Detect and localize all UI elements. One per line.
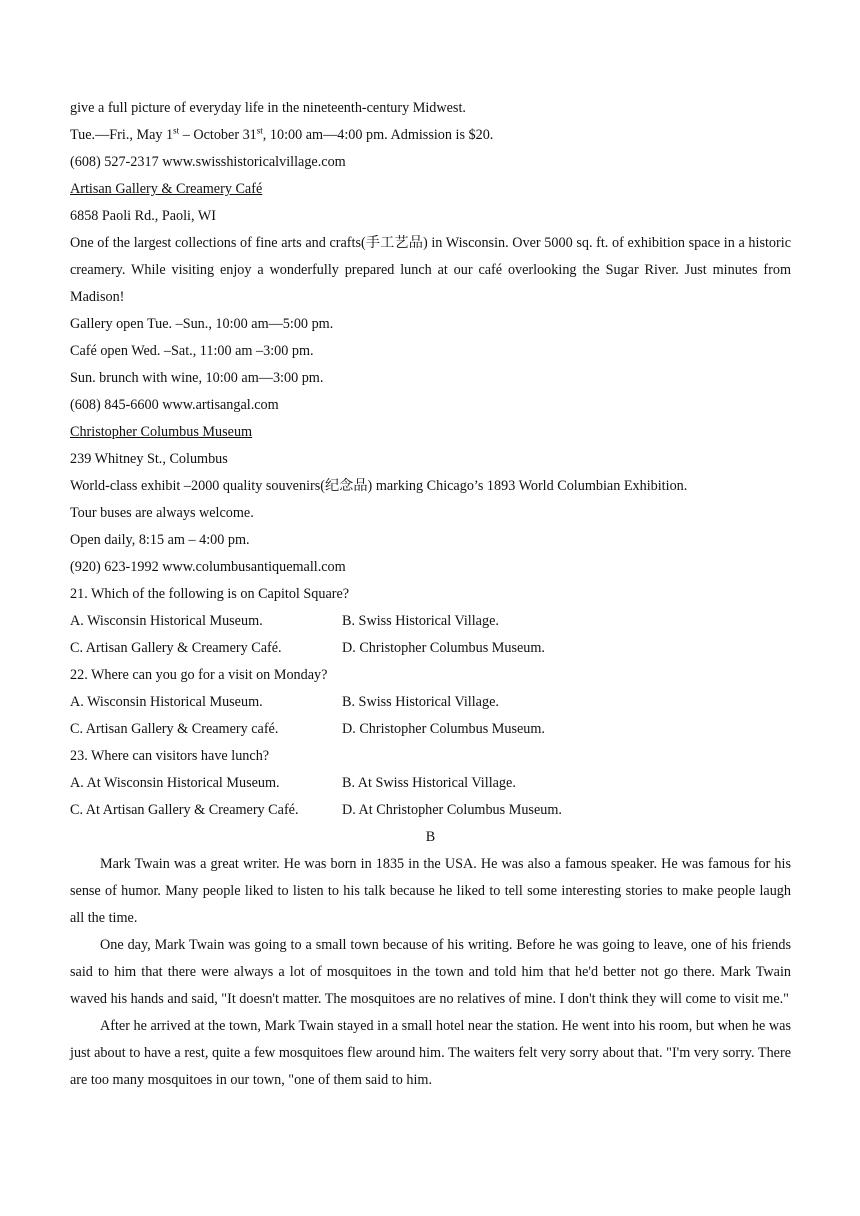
question-stem: 22. Where can you go for a visit on Monday? — [70, 667, 328, 683]
option-a: A. Wisconsin Historical Museum. — [70, 694, 263, 710]
columbus-buses: Tour buses are always welcome. — [70, 505, 254, 521]
artisan-cafe-hours: Café open Wed. –Sat., 11:00 am –3:00 pm. — [70, 343, 314, 359]
columbus-contact: (920) 623-1992 www.columbusantiquemall.com — [70, 559, 346, 575]
option-d: D. At Christopher Columbus Museum. — [342, 802, 562, 818]
swiss-hours — [70, 122, 791, 149]
swiss-hours-start: Tue.—Fri., May 1 — [70, 127, 174, 143]
artisan-brunch: Sun. brunch with wine, 10:00 am—3:00 pm. — [70, 370, 324, 386]
swiss-description-end: give a full picture of everyday life in the nineteenth-century Midwest. — [70, 100, 466, 116]
artisan-contact: (608) 845-6600 www.artisangal.com — [70, 397, 279, 413]
artisan-description: One of the largest collections of fine arts and crafts(手工艺品) in Wisconsin. Over 5000 sq. ft. of exhibition space in a historic creamery. While visiting enjoy a wonderfully prepared lunch at our café overlooking the Sugar River. Just minutes from Madison! — [70, 235, 791, 305]
question-stem: 23. Where can visitors have lunch? — [70, 748, 270, 764]
question-stem: 21. Which of the following is on Capitol Square? — [70, 586, 350, 602]
artisan-title: Artisan Gallery & Creamery Café — [70, 181, 263, 197]
question-21 — [70, 581, 791, 662]
columbus-description: World-class exhibit –2000 quality souvenirs(纪念品) marking Chicago’s 1893 World Columbian Exhibition. — [70, 478, 688, 494]
ordinal-suffix: st — [256, 125, 263, 136]
ordinal-suffix: st — [173, 125, 180, 136]
options-row — [70, 716, 791, 743]
option-a: A. At Wisconsin Historical Museum. — [70, 775, 280, 791]
option-d: D. Christopher Columbus Museum. — [342, 721, 545, 737]
question-22 — [70, 662, 791, 743]
options-row — [70, 770, 791, 797]
option-c: C. Artisan Gallery & Creamery café. — [70, 721, 279, 737]
artisan-gallery-hours: Gallery open Tue. –Sun., 10:00 am—5:00 pm. — [70, 316, 334, 332]
option-c: C. Artisan Gallery & Creamery Café. — [70, 640, 282, 656]
swiss-contact: (608) 527-2317 www.swisshistoricalvillage.com — [70, 154, 346, 170]
artisan-address: 6858 Paoli Rd., Paoli, WI — [70, 208, 216, 224]
passage-b-paragraph-1: Mark Twain was a great writer. He was born in 1835 in the USA. He was also a famous speaker. He was famous for his sense of humor. Many people liked to listen to his talk because he liked to tell some interesting stories to make people laugh all the time. — [70, 856, 791, 926]
options-row — [70, 797, 791, 824]
columbus-title: Christopher Columbus Museum — [70, 424, 253, 440]
swiss-hours-time-admission: , 10:00 am—4:00 pm. Admission is $20. — [262, 127, 494, 143]
swiss-hours-end-date: – October 31 — [179, 127, 257, 143]
option-b: B. Swiss Historical Village. — [342, 694, 499, 710]
passage-b-paragraph-2: One day, Mark Twain was going to a small town because of his writing. Before he was going to leave, one of his friends said to him that there were always a lot of mosquitoes in the town and told him that he'd better not go there. Mark Twain waved his hands and said, "It doesn't matter. The mosquitoes are no relatives of mine. I don't think they will come to visit me." — [70, 937, 791, 1007]
columbus-address: 239 Whitney St., Columbus — [70, 451, 228, 467]
option-d: D. Christopher Columbus Museum. — [342, 640, 545, 656]
options-row — [70, 689, 791, 716]
passage-b-paragraph-3: After he arrived at the town, Mark Twain stayed in a small hotel near the station. He went into his room, but when he was just about to have a rest, quite a few mosquitoes flew around him. The waiters felt very sorry about that. "I'm very sorry. There are too many mosquitoes in our town, "one of them said to him. — [70, 1018, 791, 1088]
section-heading-b: B — [425, 829, 436, 845]
options-row — [70, 608, 791, 635]
option-b: B. Swiss Historical Village. — [342, 613, 499, 629]
columbus-hours: Open daily, 8:15 am – 4:00 pm. — [70, 532, 250, 548]
document-page — [70, 95, 791, 1094]
options-row — [70, 635, 791, 662]
option-b: B. At Swiss Historical Village. — [342, 775, 516, 791]
option-c: C. At Artisan Gallery & Creamery Café. — [70, 802, 299, 818]
question-23 — [70, 743, 791, 824]
option-a: A. Wisconsin Historical Museum. — [70, 613, 263, 629]
